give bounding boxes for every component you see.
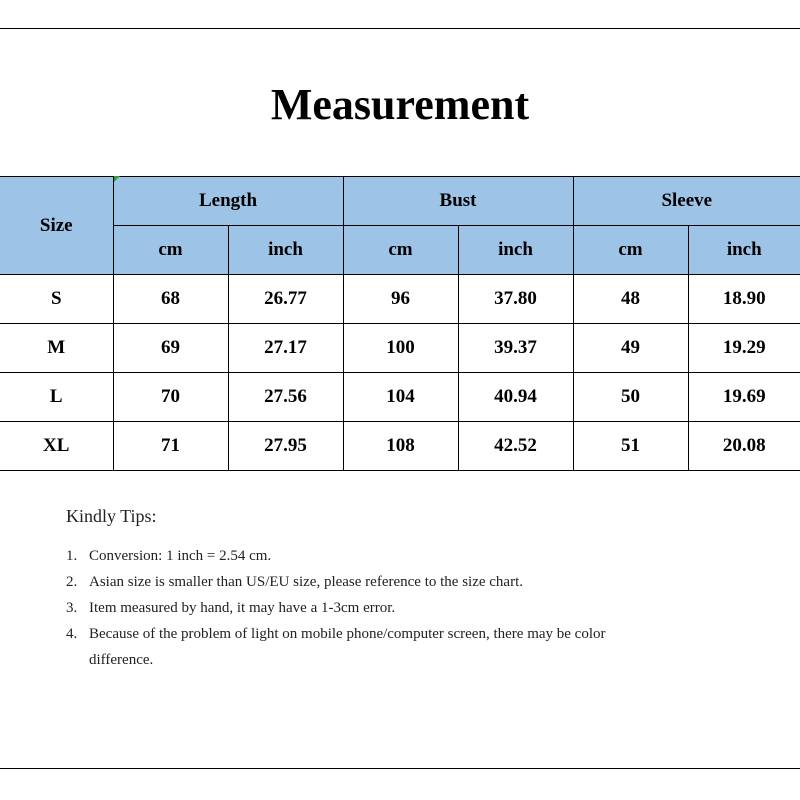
value-cell: 70 bbox=[113, 373, 228, 422]
table-row bbox=[0, 373, 800, 422]
group-header-row bbox=[0, 177, 800, 226]
list-item-number: 3. bbox=[66, 600, 78, 616]
value-cell: 51 bbox=[573, 422, 688, 471]
size-cell: S bbox=[0, 275, 113, 324]
value-cell: 96 bbox=[343, 275, 458, 324]
value-cell: 19.69 bbox=[688, 373, 800, 422]
value-cell: 27.95 bbox=[228, 422, 343, 471]
top-divider bbox=[0, 28, 800, 29]
value-cell: 26.77 bbox=[228, 275, 343, 324]
unit-header-cell: cm bbox=[343, 226, 458, 275]
table-row bbox=[0, 422, 800, 471]
list-item bbox=[66, 595, 766, 621]
bottom-divider bbox=[0, 768, 800, 769]
list-item-text: Item measured by hand, it may have a 1-3cm error. bbox=[89, 600, 396, 616]
page-title: Measurement bbox=[270, 80, 530, 129]
value-cell: 104 bbox=[343, 373, 458, 422]
table-row bbox=[0, 324, 800, 373]
bust-header-cell: Bust bbox=[343, 177, 573, 226]
list-item-number: 1. bbox=[66, 548, 78, 564]
value-cell: 37.80 bbox=[458, 275, 573, 324]
value-cell: 20.08 bbox=[688, 422, 800, 471]
list-item bbox=[66, 569, 766, 595]
tips-list bbox=[66, 543, 766, 673]
list-item-number: 4. bbox=[66, 626, 78, 642]
value-cell: 49 bbox=[573, 324, 688, 373]
value-cell: 69 bbox=[113, 324, 228, 373]
unit-header-cell: inch bbox=[228, 226, 343, 275]
list-item-text: Asian size is smaller than US/EU size, please reference to the size chart. bbox=[89, 574, 523, 590]
list-item bbox=[66, 621, 766, 673]
sleeve-header-cell: Sleeve bbox=[573, 177, 800, 226]
size-header-cell: Size bbox=[0, 177, 113, 275]
size-cell: L bbox=[0, 373, 113, 422]
value-cell: 100 bbox=[343, 324, 458, 373]
tips-heading: Kindly Tips: bbox=[66, 506, 157, 526]
value-cell: 108 bbox=[343, 422, 458, 471]
unit-header-cell: cm bbox=[573, 226, 688, 275]
cell-corner-marker bbox=[114, 176, 120, 182]
size-cell: M bbox=[0, 324, 113, 373]
table-row bbox=[0, 275, 800, 324]
value-cell: 19.29 bbox=[688, 324, 800, 373]
value-cell: 40.94 bbox=[458, 373, 573, 422]
value-cell: 42.52 bbox=[458, 422, 573, 471]
value-cell: 71 bbox=[113, 422, 228, 471]
value-cell: 27.56 bbox=[228, 373, 343, 422]
size-chart-table bbox=[0, 176, 800, 471]
tips-section bbox=[66, 505, 766, 673]
value-cell: 68 bbox=[113, 275, 228, 324]
length-header-cell: Length bbox=[113, 177, 343, 226]
list-item bbox=[66, 543, 766, 569]
value-cell: 48 bbox=[573, 275, 688, 324]
unit-header-cell: inch bbox=[458, 226, 573, 275]
value-cell: 18.90 bbox=[688, 275, 800, 324]
value-cell: 50 bbox=[573, 373, 688, 422]
list-item-text: Because of the problem of light on mobile phone/computer screen, there may be color difference. bbox=[89, 626, 606, 668]
value-cell: 39.37 bbox=[458, 324, 573, 373]
list-item-text: Conversion: 1 inch = 2.54 cm. bbox=[89, 548, 272, 564]
unit-header-row bbox=[0, 226, 800, 275]
unit-header-cell: inch bbox=[688, 226, 800, 275]
unit-header-cell: cm bbox=[113, 226, 228, 275]
value-cell: 27.17 bbox=[228, 324, 343, 373]
list-item-number: 2. bbox=[66, 574, 78, 590]
size-cell: XL bbox=[0, 422, 113, 471]
